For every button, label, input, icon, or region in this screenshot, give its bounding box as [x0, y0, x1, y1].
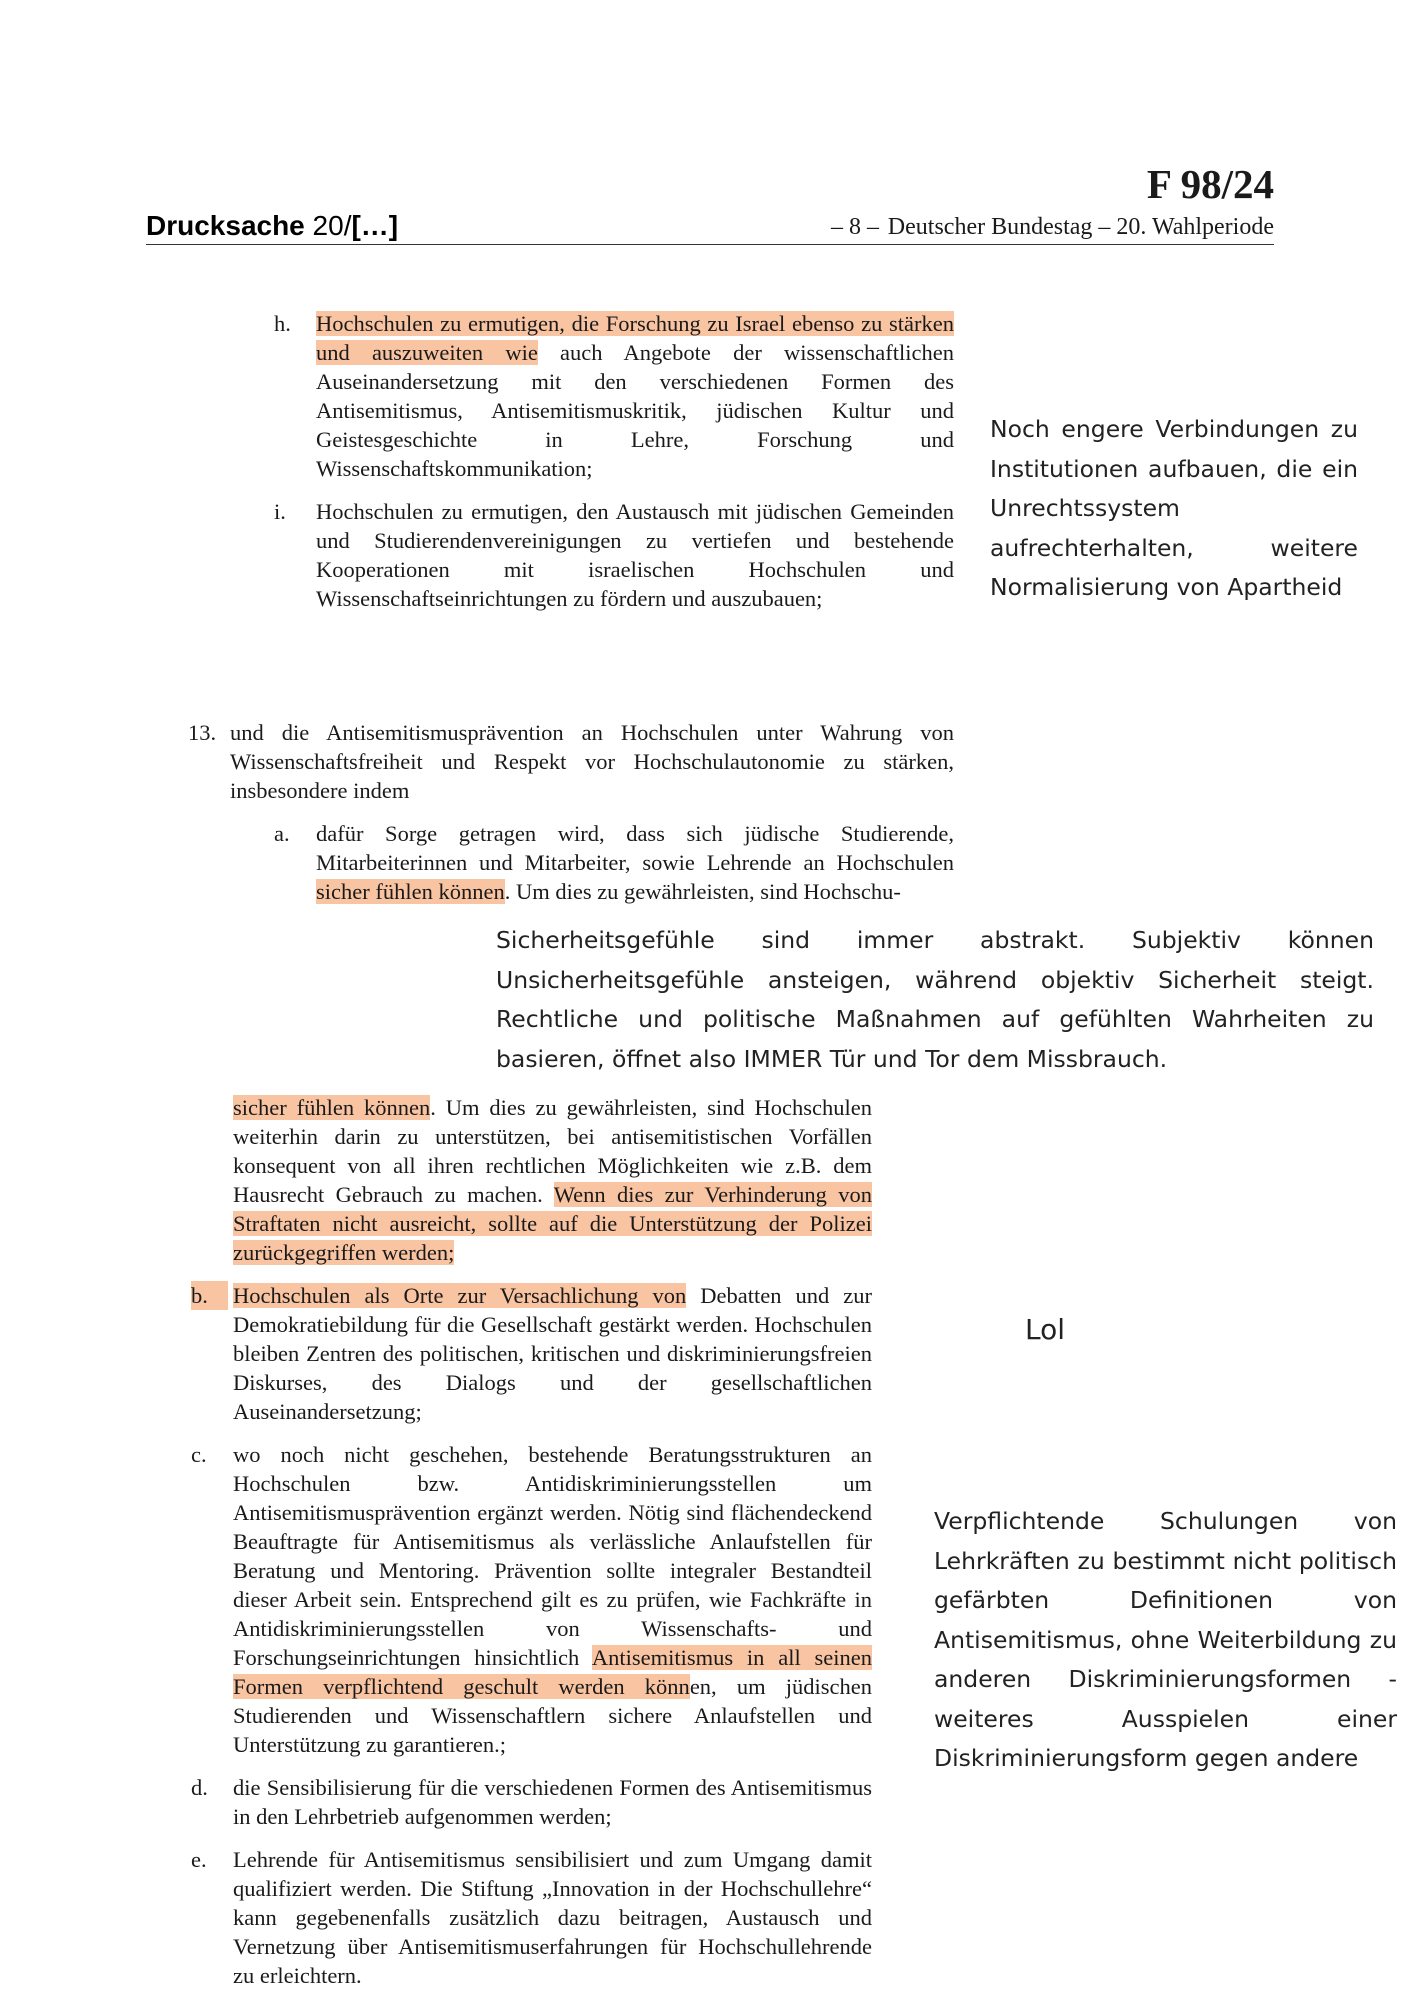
- item-text: Lehrende für Antisemitismus sensibilisiert und zum Umgang damit qualifiziert werden. Die Stiftung „Innovation in der Hochschullehre“ kann gegebenenfalls zusätzlich dazu beitragen, Austausch und Vernetzung über Antisemitismuserfahrungen für Hochschullehrende zu erleichtern.: [233, 1847, 872, 1988]
- item-text: Hochschulen zu ermutigen, die Forschung zu Israel ebenso zu stärken und auszuweiten wie auch Angebote der wissenschaftlichen Auseinandersetzung mit den verschiedenen Formen des Antisemitismus, Antisemitismuskritik, jüdischen Kultur und Geistesgeschichte in Lehre, Forschung und Wissenschaftskommunikation;: [316, 311, 954, 481]
- header-parliament: Deutscher Bundestag – 20. Wahlperiode: [887, 214, 1274, 240]
- item-marker: d.: [191, 1775, 208, 1800]
- list-item-a: [188, 819, 954, 906]
- highlight: Hochschulen als Orte zur Versachlichung von: [233, 1283, 687, 1308]
- annotation-lol: Lol: [1025, 1313, 1066, 1346]
- item-marker: c.: [191, 1442, 207, 1467]
- item-marker: h.: [274, 311, 291, 336]
- list-item-h: [274, 309, 954, 483]
- item-marker: a.: [274, 821, 290, 846]
- item-text: dafür Sorge getragen wird, dass sich jüdische Studierende, Mitarbeiterinnen und Mitarbeiter, sowie Lehrende an Hochschulen sicher fühlen können. Um dies zu gewährleisten, sind Hochschu-: [316, 821, 954, 904]
- item-marker: e.: [191, 1847, 207, 1872]
- annotation-training: Verpflichtende Schulungen von Lehrkräften zu bestimmt nicht politisch gefärbten Definitionen von Antisemitismus, ohne Weiterbildung zu anderen Diskriminierungsformen - weiteres Ausspielen einer Diskriminierungsform gegen andere: [934, 1507, 1397, 1772]
- paragraph-13: [188, 718, 954, 906]
- highlight: Antisemitismus in all seinen Formen verpflichtend geschult werden könn: [233, 1645, 872, 1699]
- document-id: F 98/24: [1146, 161, 1274, 207]
- page-header: [146, 210, 1274, 245]
- highlight: sicher fühlen können: [233, 1095, 431, 1120]
- highlight: Hochschulen zu ermutigen, die Forschung zu Israel ebenso zu stärken und auszuweiten wie: [316, 311, 954, 365]
- item-text: und die Antisemitismusprävention an Hochschulen unter Wahrung von Wissenschaftsfreiheit und Respekt vor Hochschulautonomie zu stärken, insbesondere indem: [230, 720, 954, 803]
- item-marker: 13.: [188, 720, 217, 745]
- list-item-e: [191, 1845, 872, 1990]
- annotation-cooperation: Noch engere Verbindungen zu Institutionen aufbauen, die ein Unrechtssystem aufrechterhalten, weitere Normalisierung von Apartheid: [990, 415, 1358, 601]
- highlight: sicher fühlen können: [316, 879, 505, 904]
- item-text: die Sensibilisierung für die verschiedenen Formen des Antisemitismus in den Lehrbetrieb aufgenommen werden;: [233, 1775, 872, 1829]
- item-text: Hochschulen zu ermutigen, den Austausch mit jüdischen Gemeinden und Studierendenvereinigungen zu vertiefen und bestehende Kooperationen mit israelischen Hochschulen und Wissenschaftseinrichtungen zu fördern und auszubauen;: [316, 499, 954, 611]
- list-item-a-continued: [191, 1093, 872, 1267]
- items-h-i: [274, 309, 954, 613]
- items-a-e: [191, 1093, 872, 1990]
- item-marker: b.: [191, 1281, 228, 1310]
- list-item-b: [191, 1281, 872, 1426]
- list-item-d: [191, 1773, 872, 1831]
- header-drucksache: Drucksache 20/[…]: [146, 210, 399, 241]
- item-marker: i.: [274, 499, 286, 524]
- header-page-number: – 8 –: [831, 214, 879, 240]
- annotation-safety-feelings: Sicherheitsgefühle sind immer abstrakt. Subjektiv können Unsicherheitsgefühle ansteigen, während objektiv Sicherheit steigt. Rechtliche und politische Maßnahmen auf gefühlten Wahrheiten zu basieren, öffnet also IMMER Tür und Tor dem Missbrauch.: [496, 926, 1374, 1073]
- list-item-i: [274, 497, 954, 613]
- item-text: sicher fühlen können. Um dies zu gewährleisten, sind Hochschulen weiterhin darin zu unterstützen, bei antisemitistischen Vorfällen konsequent von all ihren rechtlichen Möglichkeiten wie z.B. dem Hausrecht Gebrauch zu machen. Wenn dies zur Verhinderung von Straftaten nicht ausreicht, sollte auf die Unterstützung der Polizei zurückgegriffen werden;: [233, 1095, 872, 1265]
- list-item-13: [188, 718, 954, 805]
- list-item-c: [191, 1440, 872, 1759]
- item-text: wo noch nicht geschehen, bestehende Beratungsstrukturen an Hochschulen bzw. Antidiskriminierungsstellen um Antisemitismusprävention ergänzt werden. Nötig sind flächendeckend Beauftragte für Antisemitismus als verlässliche Anlaufstellen für Beratung und Mentoring. Prävention sollte integraler Bestandteil dieser Arbeit sein. Entsprechend gilt es zu prüfen, wie Fachkräfte in Antidiskriminierungsstellen von Wissenschafts- und Forschungseinrichtungen hinsichtlich Antisemitismus in all seinen Formen verpflichtend geschult werden können, um jüdischen Studierenden und Wissenschaftlern sichere Anlaufstellen und Unterstützung zu garantieren.;: [233, 1442, 872, 1757]
- item-text: Hochschulen als Orte zur Versachlichung von Debatten und zur Demokratiebildung für die Gesellschaft gestärkt werden. Hochschulen bleiben Zentren des politischen, kritischen und diskriminierungsfreien Diskurses, des Dialogs und der gesellschaftlichen Auseinandersetzung;: [233, 1283, 872, 1424]
- highlight: Wenn dies zur Verhinderung von Straftaten nicht ausreicht, sollte auf die Unterstützung der Polizei zurückgegriffen werden;: [233, 1182, 872, 1265]
